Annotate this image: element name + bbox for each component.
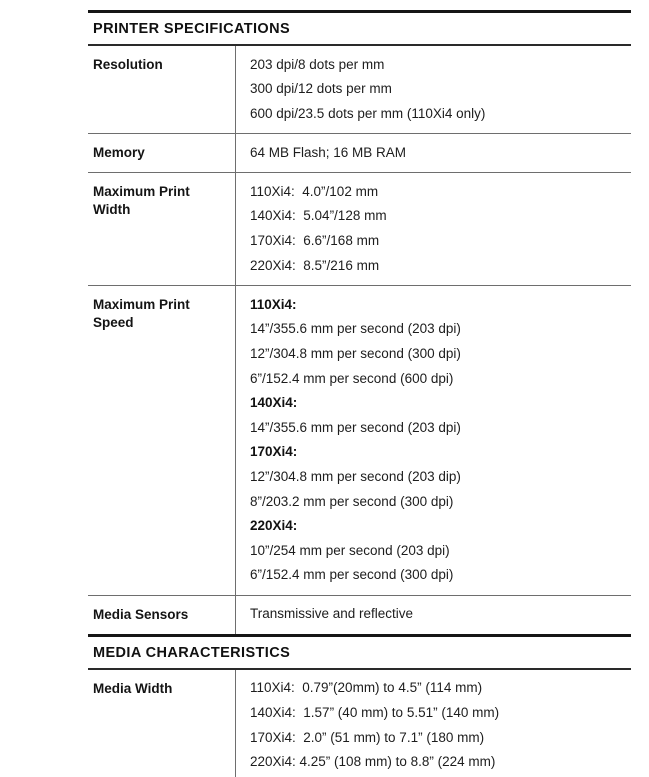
value-line: 220Xi4: 4.25” (108 mm) to 8.8” (224 mm)	[250, 754, 496, 770]
value-line: 110Xi4: 0.79”(20mm) to 4.5” (114 mm)	[250, 680, 483, 696]
row-label: Maximum Print Width	[93, 184, 190, 218]
value-line: 14”/355.6 mm per second (203 dpi)	[250, 321, 461, 337]
value-line: 300 dpi/12 dots per mm	[250, 81, 392, 97]
value-line: 10”/254 mm per second (203 dpi)	[250, 542, 450, 558]
model-subheading: 170Xi4:	[250, 444, 298, 460]
spec-table	[88, 10, 631, 777]
value-line: 6”/152.4 mm per second (600 dpi)	[250, 370, 454, 386]
row-value	[235, 173, 631, 285]
row-value	[235, 670, 631, 777]
value-line: Transmissive and reflective	[250, 606, 414, 622]
row-label: Media Width	[93, 680, 173, 696]
table-row	[88, 46, 631, 134]
value-line: 170Xi4: 2.0” (51 mm) to 7.1” (180 mm)	[250, 729, 485, 745]
value-line: 64 MB Flash; 16 MB RAM	[250, 144, 407, 160]
row-value	[235, 596, 631, 634]
table-row	[88, 596, 631, 634]
model-subheading: 140Xi4:	[250, 395, 298, 411]
row-value	[235, 286, 631, 595]
value-line: 110Xi4: 4.0”/102 mm	[250, 183, 379, 199]
table-row	[88, 173, 631, 286]
value-line: 140Xi4: 1.57” (40 mm) to 5.51” (140 mm)	[250, 705, 500, 721]
section-title: PRINTER SPECIFICATIONS	[88, 10, 631, 46]
section-printer-specifications	[88, 10, 631, 634]
table-row	[88, 670, 631, 777]
row-value	[235, 46, 631, 133]
value-line: 14”/355.6 mm per second (203 dpi)	[250, 419, 461, 435]
value-line: 170Xi4: 6.6”/168 mm	[250, 233, 380, 249]
row-label: Maximum Print Speed	[93, 297, 190, 331]
model-subheading: 110Xi4:	[250, 296, 297, 312]
model-subheading: 220Xi4:	[250, 518, 298, 534]
value-line: 12”/304.8 mm per second (203 dip)	[250, 468, 461, 484]
value-line: 8”/203.2 mm per second (300 dpi)	[250, 493, 454, 509]
value-line: 600 dpi/23.5 dots per mm (110Xi4 only)	[250, 105, 486, 121]
value-line: 12”/304.8 mm per second (300 dpi)	[250, 345, 461, 361]
value-line: 140Xi4: 5.04”/128 mm	[250, 208, 387, 224]
value-line: 220Xi4: 8.5”/216 mm	[250, 257, 380, 273]
row-label: Memory	[93, 145, 145, 161]
value-line: 203 dpi/8 dots per mm	[250, 56, 385, 72]
table-row	[88, 286, 631, 596]
value-line: 6”/152.4 mm per second (300 dpi)	[250, 567, 454, 583]
section-title: MEDIA CHARACTERISTICS	[88, 634, 631, 670]
row-value	[235, 134, 631, 172]
row-label: Resolution	[93, 57, 163, 72]
table-row	[88, 134, 631, 173]
row-label: Media Sensors	[93, 606, 189, 622]
section-media-characteristics	[88, 634, 631, 777]
